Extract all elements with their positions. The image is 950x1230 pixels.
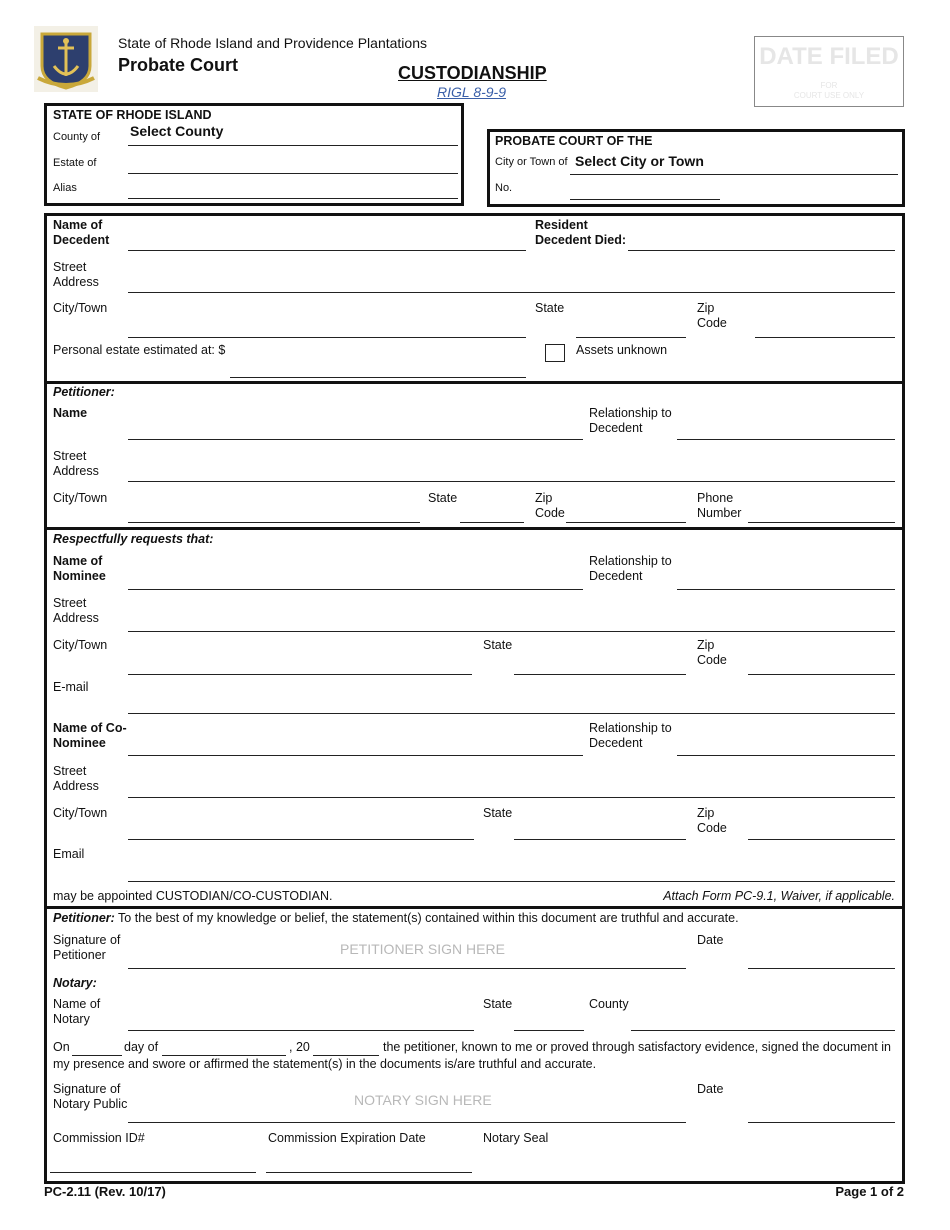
county-label: County of: [53, 131, 101, 143]
decedent-name-label-2: Decedent: [53, 233, 110, 247]
commission-exp-field[interactable]: [266, 1155, 472, 1171]
notary-name-label-2: Notary: [53, 1012, 90, 1026]
nominee-street-label-2: Address: [53, 611, 99, 625]
nominee-city-field[interactable]: [128, 657, 472, 673]
petitioner-rel-field[interactable]: [677, 422, 895, 438]
conominee-name-field[interactable]: [128, 738, 583, 754]
commission-exp-line: [266, 1172, 472, 1173]
conominee-state-field[interactable]: [514, 822, 686, 838]
conominee-zip-field[interactable]: [748, 822, 895, 838]
commission-id-label: Commission ID#: [53, 1131, 145, 1145]
conominee-rel-line: [677, 755, 895, 756]
conominee-zip-line: [748, 839, 895, 840]
notary-name-label-1: Name of: [53, 997, 101, 1011]
petitioner-date-line: [748, 968, 895, 969]
notary-county-line: [631, 1030, 895, 1031]
conominee-name-line: [128, 755, 583, 756]
alias-field[interactable]: [128, 181, 458, 197]
notary-date-label: Date: [697, 1082, 724, 1096]
oath-text-1: the petitioner, known to me or proved through satisfactory evidence, signed the document in: [383, 1040, 891, 1054]
commission-id-line: [50, 1172, 256, 1173]
petitioner-phone-field[interactable]: [748, 505, 895, 521]
case-no-label: No.: [495, 182, 513, 194]
estate-estimate-field[interactable]: [230, 360, 526, 376]
conominee-email-line: [128, 881, 895, 882]
assets-unknown-label: Assets unknown: [576, 343, 668, 357]
petitioner-zip-field[interactable]: [566, 505, 686, 521]
date-filed-watermark: DATE FILED: [759, 43, 899, 70]
petitioner-name-label: Name: [53, 406, 88, 420]
estate-label: Estate of: [53, 157, 97, 169]
for-court-use-1: FOR: [820, 81, 838, 90]
petitioner-city-label: City/Town: [53, 491, 108, 505]
nominee-rel-line: [677, 589, 895, 590]
oath-day-of: day of: [124, 1040, 159, 1054]
estate-estimate-line: [230, 377, 526, 378]
oath-month-field[interactable]: [162, 1039, 286, 1055]
decedent-street-label-1: Street: [53, 260, 87, 274]
nominee-zip-field[interactable]: [748, 657, 895, 673]
petitioner-phone-label-1: Phone: [697, 491, 734, 505]
resident-label-1: Resident: [535, 218, 588, 232]
conominee-rel-field[interactable]: [677, 738, 895, 754]
notary-seal-label: Notary Seal: [483, 1131, 549, 1145]
section-divider-nominee: [44, 527, 905, 530]
decedent-city-field[interactable]: [128, 320, 526, 336]
petitioner-phone-label-2: Number: [697, 506, 742, 520]
decedent-state-field[interactable]: [576, 320, 686, 336]
conominee-email-label: Email: [53, 847, 85, 861]
decedent-zip-label-2: Code: [697, 316, 727, 330]
decedent-city-line: [128, 337, 526, 338]
notary-heading: Notary:: [53, 976, 97, 990]
conominee-email-field[interactable]: [128, 864, 895, 880]
petitioner-heading: Petitioner:: [53, 385, 115, 399]
petitioner-affirmation-lead: Petitioner:: [53, 911, 115, 925]
oath-day-line: [72, 1055, 122, 1056]
resident-label-2: Decedent Died:: [535, 233, 626, 247]
nominee-street-field[interactable]: [128, 614, 895, 630]
petitioner-zip-line: [566, 522, 686, 523]
case-no-line: [570, 199, 720, 200]
nominee-email-label: E-mail: [53, 680, 89, 694]
resident-died-field[interactable]: [628, 234, 895, 250]
decedent-state-label: State: [535, 301, 565, 315]
nominee-name-field[interactable]: [128, 572, 583, 588]
notary-county-field[interactable]: [631, 1013, 895, 1029]
decedent-zip-label-1: Zip: [697, 301, 715, 315]
oath-on: On: [53, 1040, 70, 1054]
conominee-city-field[interactable]: [128, 822, 474, 838]
conominee-state-label: State: [483, 806, 513, 820]
petitioner-affirmation-text: To the best of my knowledge or belief, the statement(s) contained within this document are truthful and accurate.: [114, 911, 739, 925]
nominee-city-line: [128, 674, 472, 675]
section-divider-signature: [44, 906, 905, 909]
notary-county-label: County: [589, 997, 629, 1011]
nominee-zip-label-1: Zip: [697, 638, 715, 652]
nominee-email-field[interactable]: [128, 696, 895, 712]
attach-waiver-note: Attach Form PC-9.1, Waiver, if applicable.: [663, 889, 895, 903]
oath-month-line: [162, 1055, 286, 1056]
oath-year-field[interactable]: [313, 1039, 379, 1055]
conominee-name-label-2: Nominee: [53, 736, 106, 750]
statute-link[interactable]: RIGL 8-9-9: [437, 84, 506, 100]
conominee-rel-label-1: Relationship to: [589, 721, 672, 735]
petitioner-street-label-2: Address: [53, 464, 99, 478]
estate-line: [128, 173, 458, 174]
city-select[interactable]: Select City or Town: [575, 153, 704, 169]
decedent-street-label-2: Address: [53, 275, 99, 289]
conominee-state-line: [514, 839, 686, 840]
notary-name-field[interactable]: [128, 1013, 474, 1029]
nominee-rel-label-1: Relationship to: [589, 554, 672, 568]
notary-signature-label-2: Notary Public: [53, 1097, 128, 1111]
petitioner-date-label: Date: [697, 933, 724, 947]
alias-label: Alias: [53, 182, 77, 194]
nominee-email-line: [128, 713, 895, 714]
nominee-state-label: State: [483, 638, 513, 652]
petitioner-phone-line: [748, 522, 895, 523]
notary-state-line: [514, 1030, 584, 1031]
nominee-street-line: [128, 631, 895, 632]
notary-sign-here-placeholder: NOTARY SIGN HERE: [354, 1092, 492, 1108]
petitioner-name-line: [128, 439, 583, 440]
form-number: PC-2.11 (Rev. 10/17): [44, 1184, 166, 1199]
nominee-zip-label-2: Code: [697, 653, 727, 667]
petitioner-signature-label-1: Signature of: [53, 933, 121, 947]
notary-date-field[interactable]: [748, 1105, 895, 1121]
petitioner-name-field[interactable]: [128, 422, 583, 438]
commission-exp-label: Commission Expiration Date: [268, 1131, 426, 1145]
estate-estimate-label: Personal estate estimated at: $: [53, 343, 226, 357]
commission-id-field[interactable]: [50, 1155, 256, 1171]
county-line: [128, 145, 458, 146]
assets-unknown-checkbox[interactable]: [545, 344, 565, 362]
state-seal-logo: [34, 26, 98, 92]
form-title: CUSTODIANSHIP: [398, 63, 547, 83]
petitioner-rel-label-1: Relationship to: [589, 406, 672, 420]
oath-comma-20: , 20: [289, 1040, 310, 1054]
nominee-state-line: [514, 674, 686, 675]
decedent-street-field[interactable]: [128, 276, 895, 292]
section-divider-petitioner: [44, 381, 905, 384]
decedent-zip-field[interactable]: [755, 320, 895, 336]
petitioner-city-line: [128, 522, 420, 523]
petitioner-street-field[interactable]: [128, 464, 895, 480]
nominee-name-label-2: Nominee: [53, 569, 106, 583]
resident-died-line: [628, 250, 895, 251]
conominee-zip-label-1: Zip: [697, 806, 715, 820]
notary-signature-line: [128, 1122, 686, 1123]
probate-heading: PROBATE COURT OF THE: [495, 134, 653, 148]
oath-year-line: [313, 1055, 379, 1056]
for-court-use-2: COURT USE ONLY: [793, 91, 865, 100]
conominee-street-line: [128, 797, 895, 798]
notary-state-label: State: [483, 997, 513, 1011]
alias-line: [128, 198, 458, 199]
conominee-name-label-1: Name of Co-: [53, 721, 127, 735]
decedent-state-line: [576, 337, 686, 338]
case-no-field[interactable]: [570, 182, 720, 198]
appointed-text: may be appointed CUSTODIAN/CO-CUSTODIAN.: [53, 889, 333, 903]
petitioner-sign-here-placeholder: PETITIONER SIGN HERE: [340, 941, 505, 957]
requests-heading: Respectfully requests that:: [53, 532, 214, 546]
state-heading: STATE OF RHODE ISLAND: [53, 108, 212, 122]
state-name: State of Rhode Island and Providence Plantations: [118, 35, 427, 51]
conominee-rel-label-2: Decedent: [589, 736, 643, 750]
court-name: Probate Court: [118, 55, 239, 75]
notary-name-line: [128, 1030, 474, 1031]
notary-signature-label-1: Signature of: [53, 1082, 121, 1096]
nominee-rel-label-2: Decedent: [589, 569, 643, 583]
petitioner-signature-line: [128, 968, 686, 969]
decedent-street-line: [128, 292, 895, 293]
petitioner-date-field[interactable]: [748, 951, 895, 967]
petitioner-state-label: State: [428, 491, 458, 505]
petitioner-street-line: [128, 481, 895, 482]
decedent-name-label-1: Name of: [53, 218, 103, 232]
decedent-name-field[interactable]: [128, 234, 526, 250]
decedent-city-label: City/Town: [53, 301, 108, 315]
conominee-street-label-1: Street: [53, 764, 87, 778]
notary-date-line: [748, 1122, 895, 1123]
city-of-label: City or Town of: [495, 156, 568, 168]
decedent-name-line: [128, 250, 526, 251]
petitioner-zip-label-1: Zip: [535, 491, 553, 505]
page-number: Page 1 of 2: [835, 1184, 904, 1199]
nominee-zip-line: [748, 674, 895, 675]
petitioner-rel-line: [677, 439, 895, 440]
nominee-name-label-1: Name of: [53, 554, 103, 568]
petitioner-affirmation: [53, 911, 739, 926]
oath-day-field[interactable]: [72, 1039, 122, 1055]
oath-text-2: my presence and swore or affirmed the statement(s) in the documents is/are truthful and accurate.: [53, 1057, 597, 1071]
petitioner-state-line: [460, 522, 524, 523]
date-filed-box: [754, 36, 904, 107]
conominee-city-line: [128, 839, 474, 840]
nominee-street-label-1: Street: [53, 596, 87, 610]
petitioner-city-field[interactable]: [128, 505, 420, 521]
conominee-city-label: City/Town: [53, 806, 108, 820]
estate-field[interactable]: [128, 156, 458, 172]
conominee-street-field[interactable]: [128, 780, 895, 796]
petitioner-state-field[interactable]: [460, 505, 524, 521]
petitioner-signature-label-2: Petitioner: [53, 948, 106, 962]
nominee-name-line: [128, 589, 583, 590]
city-of-line: [570, 174, 898, 175]
nominee-state-field[interactable]: [514, 657, 686, 673]
conominee-zip-label-2: Code: [697, 821, 727, 835]
nominee-city-label: City/Town: [53, 638, 108, 652]
notary-state-field[interactable]: [514, 1013, 584, 1029]
county-select[interactable]: Select County: [130, 123, 224, 139]
petitioner-rel-label-2: Decedent: [589, 421, 643, 435]
petitioner-street-label-1: Street: [53, 449, 87, 463]
nominee-rel-field[interactable]: [677, 572, 895, 588]
petitioner-zip-label-2: Code: [535, 506, 565, 520]
decedent-zip-line: [755, 337, 895, 338]
conominee-street-label-2: Address: [53, 779, 99, 793]
